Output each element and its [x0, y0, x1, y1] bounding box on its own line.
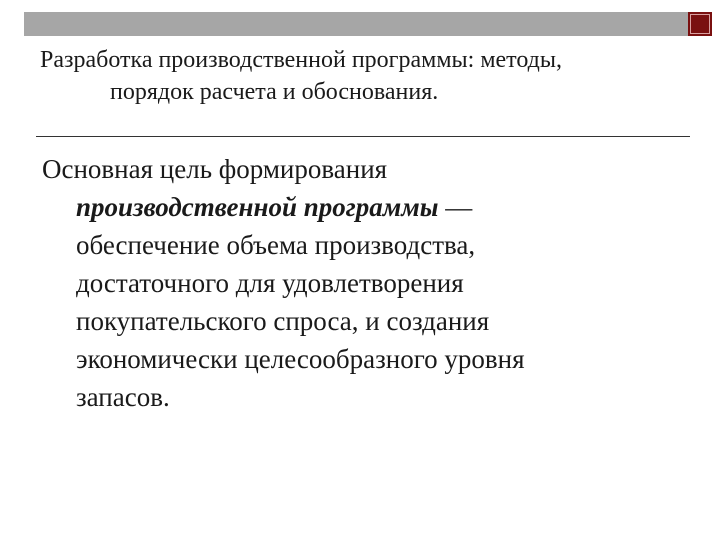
slide-title	[40, 44, 690, 108]
em-dash: —	[438, 192, 473, 222]
body-line-5: покупательского спроса, и создания	[76, 306, 490, 336]
header-bar	[24, 12, 688, 36]
body-line-7: запасов.	[76, 382, 170, 412]
corner-accent-inner	[690, 14, 710, 34]
body-line-6: экономически целесообразного уровня	[76, 344, 525, 374]
body-line-4: достаточного для удовлетворения	[76, 268, 464, 298]
title-divider	[36, 136, 690, 137]
title-line-1: Разработка производственной программы: методы,	[40, 47, 562, 73]
body-line-3: обеспечение объема производства,	[76, 230, 476, 260]
title-line-2: порядок расчета и обоснования.	[110, 79, 439, 105]
emphasis-term: производственной программы	[76, 192, 439, 222]
body-line-2	[42, 188, 702, 226]
body-paragraph	[42, 150, 702, 416]
body-line-1: Основная цель формирования	[42, 154, 388, 184]
